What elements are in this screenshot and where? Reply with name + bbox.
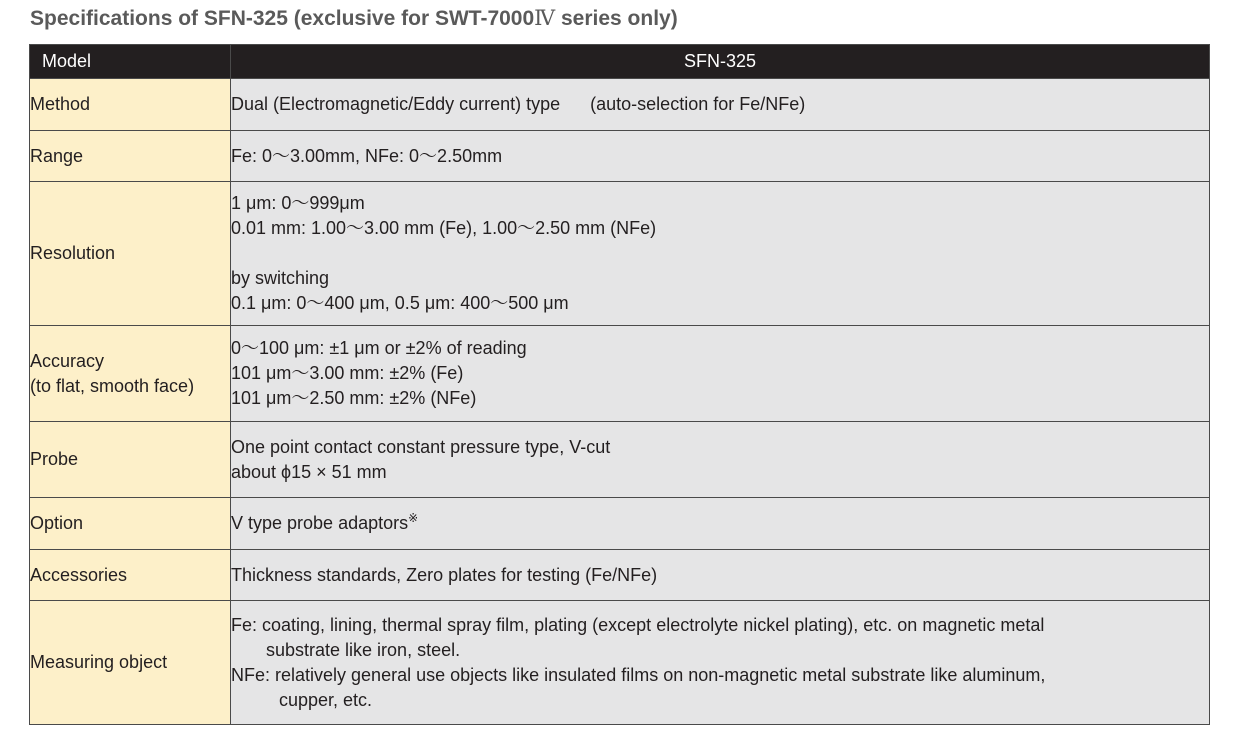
- row-accuracy: [30, 326, 1210, 422]
- row-value-resolution: [231, 182, 1210, 326]
- row-label-probe: Probe: [30, 422, 231, 498]
- row-value-probe: [231, 422, 1210, 498]
- probe-line-2: about ϕ15 × 51 mm: [231, 461, 387, 482]
- resolution-line-2: 0.01 mm: 1.00～3.00 mm (Fe), 1.00～2.50 mm (NFe): [231, 218, 657, 238]
- resolution-line-4: 0.1 μm: 0～400 μm, 0.5 μm: 400～500 μm: [231, 293, 569, 313]
- probe-line-1: One point contact constant pressure type, V-cut: [231, 436, 611, 457]
- measuring-object-fe-line-2: substrate like iron, steel.: [266, 639, 461, 660]
- row-label-method: Method: [30, 79, 231, 131]
- title-suffix: series only): [555, 7, 678, 30]
- spec-table: [29, 44, 1210, 725]
- measuring-object-nfe-line-1: NFe: relatively general use objects like insulated films on non-magnetic metal substrate like aluminum,: [231, 664, 1046, 685]
- row-value-accessories: [231, 550, 1210, 601]
- range-line: Fe: 0～3.00mm, NFe: 0～2.50mm: [231, 145, 503, 166]
- row-label-resolution: Resolution: [30, 182, 231, 326]
- row-accessories: [30, 550, 1210, 601]
- row-value-range: [231, 131, 1210, 182]
- row-probe: [30, 422, 1210, 498]
- option-note-mark: ※: [408, 511, 419, 525]
- header-model-value: SFN-325: [231, 45, 1210, 79]
- option-line: [231, 511, 1209, 536]
- measuring-object-nfe-line-2: cupper, etc.: [279, 689, 373, 710]
- accuracy-line-3: 101 μm～2.50 mm: ±2% (NFe): [231, 388, 477, 408]
- row-value-accuracy: [231, 326, 1210, 422]
- row-resolution: [30, 182, 1210, 326]
- row-range: [30, 131, 1210, 182]
- row-label-accuracy-cell: [30, 326, 231, 422]
- header-model-label: Model: [30, 45, 231, 79]
- row-label-accuracy-sub: (to flat, smooth face): [30, 375, 195, 396]
- row-value-method: [231, 79, 1210, 131]
- row-value-option: [231, 498, 1210, 550]
- row-method: [30, 79, 1210, 131]
- title-roman-numeral: Ⅳ: [534, 6, 556, 30]
- row-measuring-object: [30, 601, 1210, 725]
- page-title: [30, 6, 678, 31]
- accessories-line: Thickness standards, Zero plates for testing (Fe/NFe): [231, 564, 658, 585]
- title-main: Specifications of SFN-325 (exclusive for SWT-7000: [30, 7, 535, 30]
- method-line: Dual (Electromagnetic/Eddy current) type (auto-selection for Fe/NFe): [231, 94, 806, 114]
- table-header-row: [30, 45, 1210, 79]
- row-label-accessories: Accessories: [30, 550, 231, 601]
- row-label-measuring-object: Measuring object: [30, 601, 231, 725]
- accuracy-line-2: 101 μm～3.00 mm: ±2% (Fe): [231, 363, 464, 383]
- accuracy-line-1: 0～100 μm: ±1 μm or ±2% of reading: [231, 338, 527, 358]
- option-text: V type probe adaptors: [231, 513, 409, 533]
- resolution-line-3: by switching: [231, 268, 330, 288]
- row-label-accuracy: Accuracy: [30, 350, 105, 371]
- resolution-line-1: 1 μm: 0～999μm: [231, 193, 365, 213]
- row-value-measuring-object: [231, 601, 1210, 725]
- measuring-object-fe-line-1: Fe: coating, lining, thermal spray film, plating (except electrolyte nickel plating), etc. on magnetic metal: [231, 614, 1045, 635]
- row-label-range: Range: [30, 131, 231, 182]
- row-option: [30, 498, 1210, 550]
- row-label-option: Option: [30, 498, 231, 550]
